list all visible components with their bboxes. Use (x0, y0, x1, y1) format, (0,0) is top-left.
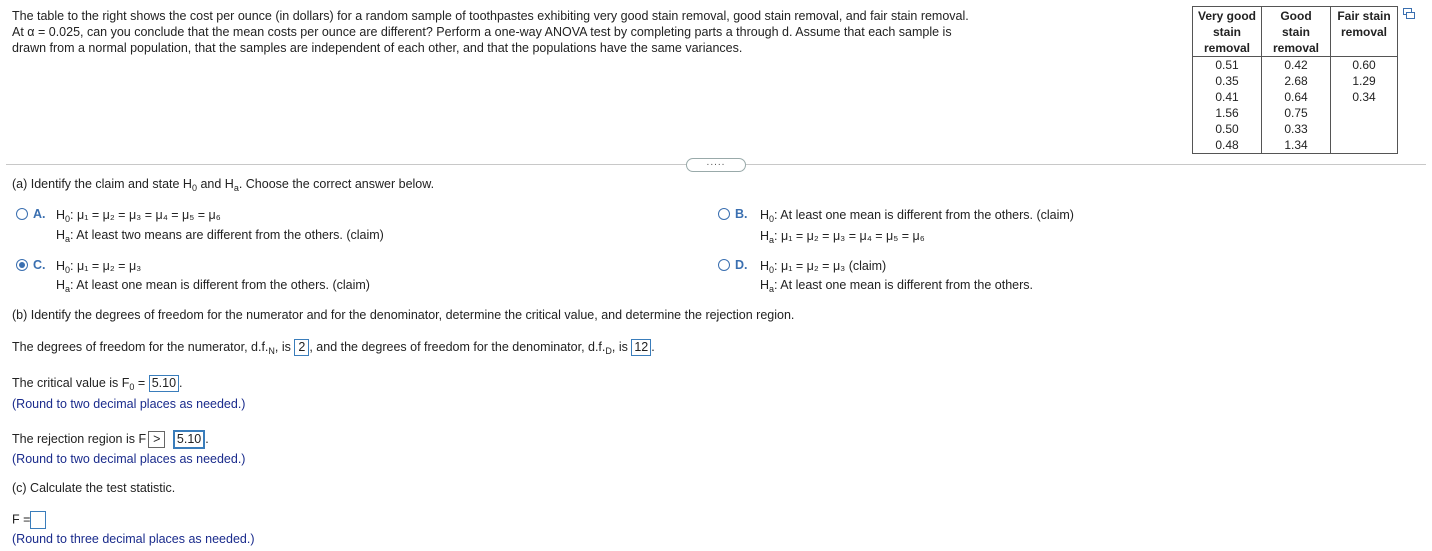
degrees-of-freedom-line: The degrees of freedom for the numerator, $d.f._N$, is 2 , and the degrees of freedom for the denominator, $d.f._D$, is 12 . (12, 340, 655, 356)
df-denominator-answer[interactable]: 12 (631, 339, 651, 356)
critical-value-answer[interactable]: 5.10 (149, 375, 179, 392)
table-cell: 0.33 (1262, 121, 1331, 137)
table-cell: 0.64 (1262, 89, 1331, 105)
prompt-line-2: At α = 0.025, can you conclude that the mean costs per ounce are different? Perform a one-way ANOVA test by completing parts a through d. Assume that each sample is (12, 25, 952, 39)
part-c-question: (c) Calculate the test statistic. (12, 481, 176, 495)
column-header-fair: Fair stain removal (1331, 7, 1398, 57)
round-hint-rejection: (Round to two decimal places as needed.) (12, 452, 246, 466)
part-a-question: (a) Identify the claim and state $H_0$ and $H_a$. Choose the correct answer below. (12, 177, 435, 193)
option-b-ha: $H_a$: μ₁ = μ₂ = μ₃ = μ₄ = μ₅ = μ₆ (760, 229, 925, 245)
table-cell: 0.48 (1193, 137, 1262, 154)
table-row (1193, 57, 1398, 74)
option-c-h0: $H_0$: μ₁ = μ₂ = μ₃ (56, 259, 142, 275)
data-table (1192, 6, 1398, 154)
option-c-ha: $H_a$: At least one mean is different from the others. (claim) (56, 278, 370, 294)
critical-value-line: The critical value is $F_0 = 5.10$ . (12, 376, 183, 392)
option-b-letter: B. (735, 207, 748, 221)
option-d-letter: D. (735, 258, 748, 272)
part-b-question: (b) Identify the degrees of freedom for the numerator and for the denominator, determine the critical value, and determine the rejection region. (12, 308, 795, 322)
option-c-letter: C. (33, 258, 46, 272)
copy-icon[interactable] (1403, 8, 1415, 19)
table-row (1193, 105, 1398, 121)
table-cell (1331, 121, 1398, 137)
table-row (1193, 137, 1398, 154)
table-row (1193, 89, 1398, 105)
table-cell: 1.29 (1331, 73, 1398, 89)
table-cell: 0.60 (1331, 57, 1398, 74)
column-header-good: Good stain removal (1262, 7, 1331, 57)
table-cell (1331, 137, 1398, 154)
option-a-h0: $H_0$: μ₁ = μ₂ = μ₃ = μ₄ = μ₅ = μ₆ (56, 208, 221, 224)
table-cell: 0.50 (1193, 121, 1262, 137)
table-row (1193, 121, 1398, 137)
df-numerator-answer[interactable]: 2 (294, 339, 309, 356)
option-d-ha: $H_a$: At least one mean is different from the others. (760, 278, 1033, 294)
round-hint-critical: (Round to two decimal places as needed.) (12, 397, 246, 411)
option-a-ha: $H_a$: At least two means are different from the others. (claim) (56, 228, 384, 244)
option-d-h0: $H_0$: μ₁ = μ₂ = μ₃ (claim) (760, 259, 887, 275)
option-b-h0: $H_0$: At least one mean is different from the others. (claim) (760, 208, 1074, 224)
option-c-radio[interactable] (16, 259, 28, 271)
test-statistic-input[interactable] (30, 511, 46, 529)
table-row (1193, 73, 1398, 89)
rejection-region-line: The rejection region is F > 5.10 . (12, 430, 209, 449)
option-a-radio[interactable] (16, 208, 28, 220)
problem-statement (12, 8, 1012, 56)
rejection-operator-select[interactable]: > (148, 431, 165, 448)
rejection-value-answer[interactable]: 5.10 (173, 430, 205, 449)
table-cell: 0.42 (1262, 57, 1331, 74)
test-statistic-line: F = (12, 511, 46, 529)
table-cell: 2.68 (1262, 73, 1331, 89)
table-cell: 0.41 (1193, 89, 1262, 105)
table-cell: 1.34 (1262, 137, 1331, 154)
table-cell: 0.34 (1331, 89, 1398, 105)
table-header-row (1193, 7, 1398, 57)
table-cell: 0.35 (1193, 73, 1262, 89)
table-cell: 0.51 (1193, 57, 1262, 74)
table-cell: 0.75 (1262, 105, 1331, 121)
prompt-line-3: drawn from a normal population, that the samples are independent of each other, and that the populations have the same variances. (12, 41, 743, 55)
expand-button[interactable]: ..... (686, 158, 746, 172)
option-d-radio[interactable] (718, 259, 730, 271)
round-hint-test-statistic: (Round to three decimal places as needed.) (12, 532, 255, 546)
table-cell (1331, 105, 1398, 121)
prompt-line-1: The table to the right shows the cost per ounce (in dollars) for a random sample of toothpastes exhibiting very good stain removal, good stain removal, and fair stain removal. (12, 9, 969, 23)
option-b-radio[interactable] (718, 208, 730, 220)
table-cell: 1.56 (1193, 105, 1262, 121)
column-header-very-good: Very good stain removal (1193, 7, 1262, 57)
option-a-letter: A. (33, 207, 46, 221)
